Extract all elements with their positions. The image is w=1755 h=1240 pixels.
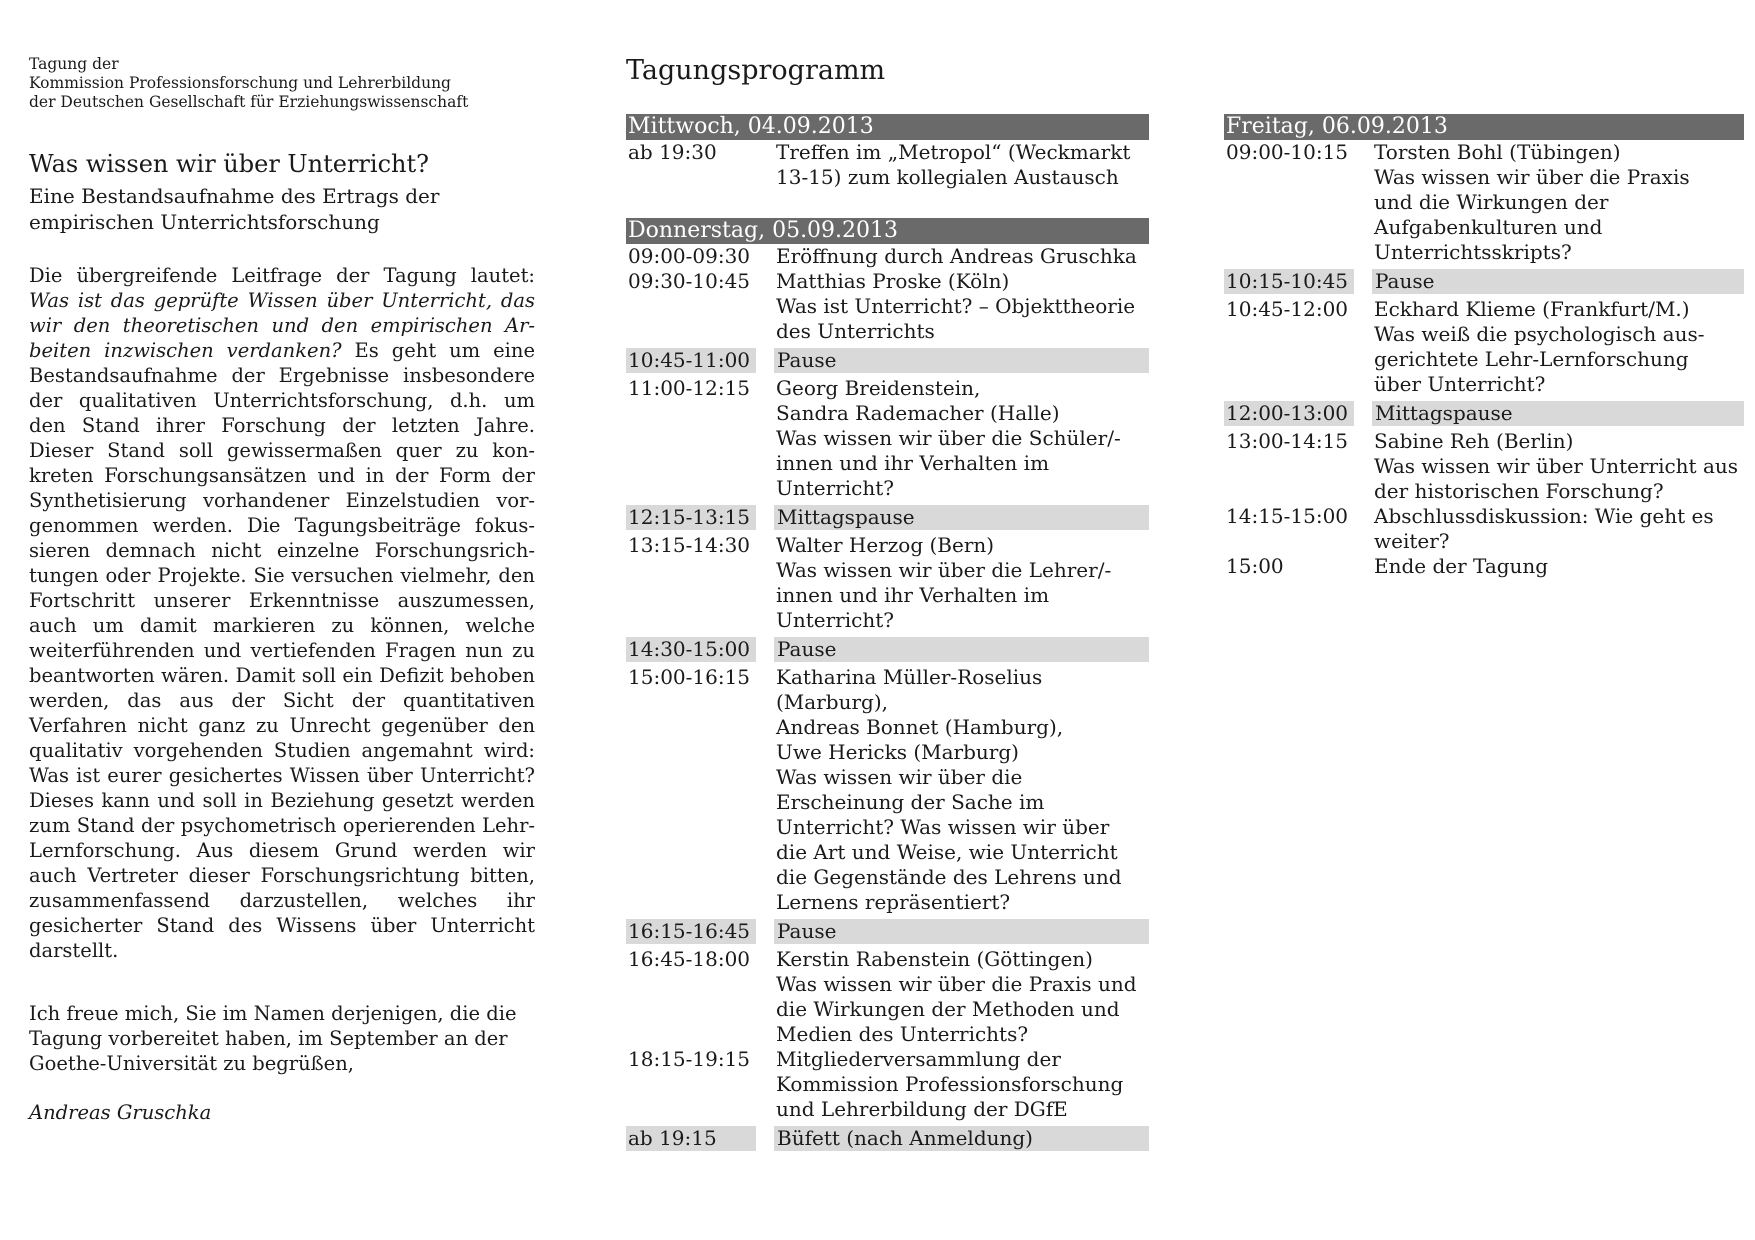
break-row [626,348,1149,373]
session-line: Unterricht? [776,476,894,500]
session-description [1372,401,1744,426]
session-line: 13-15) zum kollegialen Austausch [776,165,1119,189]
session-line: innen und ihr Verhalten im [776,451,1050,475]
session-row [626,376,1149,501]
session-line: der historischen Forschung? [1374,479,1664,503]
session-line: Pause [777,919,837,943]
session-description [1374,504,1744,554]
session-line: Was wissen wir über Unterricht aus [1374,454,1739,478]
session-row [626,665,1149,915]
session-description [776,140,1149,190]
session-line: Treffen im „Metropol“ (Weckmarkt [776,140,1131,164]
session-line: Was weiß die psychologisch aus- [1374,322,1705,346]
session-time: 18:15-19:15 [628,1047,751,1071]
session-line: Büfett (nach Anmeldung) [777,1126,1033,1150]
session-time: 10:45-12:00 [1226,297,1349,321]
session-line: Eckhard Klieme (Frankfurt/M.) [1374,297,1690,321]
break-row [626,1126,1149,1151]
closing-paragraph [29,1001,517,1076]
break-row [626,505,1149,530]
session-row [626,140,1149,190]
session-line: Mitgliederversammlung der [776,1047,1061,1071]
session-time: ab 19:15 [626,1126,756,1151]
session-time: 14:15-15:00 [1226,504,1349,528]
intro-paragraph [29,263,535,963]
day-header: Mittwoch, 04.09.2013 [626,114,1149,140]
session-line: über Unterricht? [1374,372,1546,396]
session-line: gerichtete Lehr-Lernforschung [1374,347,1689,371]
subtitle-line: Eine Bestandsaufnahme des Ertrags der [29,184,440,208]
session-line: Mittagspause [777,505,915,529]
session-description [1374,429,1744,504]
break-row [1224,269,1744,294]
subtitle-line: empirischen Unterrichtsforschung [29,210,380,234]
session-line: Walter Herzog (Bern) [776,533,995,557]
session-description [774,919,1149,944]
session-line: Was wissen wir über die Schüler/- [776,426,1121,450]
session-time: 11:00-12:15 [628,376,751,400]
session-line: Medien des Unterrichts? [776,1022,1029,1046]
session-line: Pause [777,637,837,661]
day-header: Freitag, 06.09.2013 [1224,114,1744,140]
session-description [1374,554,1744,579]
session-time: 09:00-09:30 [628,244,751,268]
session-line: Unterricht? [776,608,894,632]
session-line: Kommission Professionsforschung [776,1072,1124,1096]
intro-question: Was ist das geprüfte Wissen über Unterricht, das wir den theoretischen und den empirischen Arbeiten inzwischen verdanken? [29,289,535,362]
closing-line: Ich freue mich, Sie im Namen derjenigen, die die [29,1002,517,1025]
session-line: Aufgabenkulturen und [1374,215,1603,239]
break-row [626,919,1149,944]
session-time: 10:15-10:45 [1224,269,1354,294]
session-line: und Lehrerbildung der DGfE [776,1097,1068,1121]
day-header: Donnerstag, 05.09.2013 [626,218,1149,244]
organizer-line: der Deutschen Gesellschaft für Erziehungswissenschaft [29,93,469,111]
organizer-block [29,55,468,112]
session-line: Pause [777,348,837,372]
signature: Andreas Gruschka [29,1101,212,1124]
closing-line: Tagung vorbereitet haben, im September an der [29,1027,508,1050]
session-line: Erscheinung der Sache im [776,790,1045,814]
session-time: 14:30-15:00 [626,637,756,662]
session-line: Georg Breidenstein, [776,376,981,400]
session-time: 16:15-16:45 [626,919,756,944]
session-line: Was wissen wir über die Praxis und [776,972,1137,996]
session-description [776,665,1149,915]
session-line: Kerstin Rabenstein (Göttingen) [776,947,1093,971]
session-line: Lernens repräsentiert? [776,890,1011,914]
session-time: 09:00-10:15 [1226,140,1349,164]
session-row [1224,554,1744,579]
session-line: Was wissen wir über die Lehrer/- [776,558,1112,582]
intro-rest: Es geht um eine Bestandsaufnahme der Ergebnisse insbesondere der qualitativen Unterrichtsforschung, d.h. um den Stand ihrer Forschung der letzten Jahre. Dieser Stand soll gewissermaßen quer zu konkreten Forschungsansätzen und in der Form der Synthetisierung vorhandener Einzelstudien vorgenommen werden. Die Tagungsbeiträge fokussieren demnach nicht einzelne Forschungsrichtungen oder Projekte. Sie versuchen vielmehr, den Fortschritt unserer Erkenntnisse auszumessen, auch um damit markieren zu können, welche weiterführenden und vertiefenden Fragen nun zu beantworten wären. Damit soll ein Defizit behoben werden, das aus der Sicht der quantitativen Verfahren nicht ganz zu Unrecht gegenüber den qualitativ vorgehenden Studien angemahnt wird: Was ist eurer gesichertes Wissen über Unterricht? Dieses kann und soll in Beziehung gesetzt werden zum Stand der psychometrisch operierenden Lehr-Lernforschung. Aus diesem Grund werden wir auch Vertreter dieser Forschungsrichtung bitten, zusammenfassend darzustellen, welches ihr gesicherter Stand des Wissens über Unterricht darstellt. [29,339,535,962]
session-description [774,637,1149,662]
session-time: 15:00 [1226,554,1284,578]
intro-start: Die übergreifende Leitfrage der Tagung lautet: [29,264,535,287]
session-line: Was wissen wir über die [776,765,1023,789]
session-description [776,269,1149,344]
session-line: Ende der Tagung [1374,554,1549,578]
session-description [776,1047,1149,1122]
session-description [776,376,1149,501]
session-line: Sandra Rademacher (Halle) [776,401,1060,425]
day-block-friday [1224,114,1744,579]
session-line: Katharina Müller-Roselius [776,665,1043,689]
session-row [1224,504,1744,554]
session-line: Sabine Reh (Berlin) [1374,429,1574,453]
session-time: 13:00-14:15 [1226,429,1349,453]
session-row [626,269,1149,344]
program-heading: Tagungsprogramm [626,55,886,86]
session-line: Matthias Proske (Köln) [776,269,1010,293]
session-line: Eröffnung durch Andreas Gruschka [776,244,1137,268]
session-time: 16:45-18:00 [628,947,751,971]
break-row [626,637,1149,662]
session-time: 12:00-13:00 [1224,401,1354,426]
session-line: Unterricht? Was wissen wir über [776,815,1110,839]
session-description [774,505,1149,530]
session-line: die Gegenstände des Lehrens und [776,865,1122,889]
session-row [1224,140,1744,265]
session-line: innen und ihr Verhalten im [776,583,1050,607]
session-line: die Wirkungen der Methoden und [776,997,1120,1021]
session-description [1372,269,1744,294]
session-line: Unterrichtsskripts? [1374,240,1572,264]
session-description [776,947,1149,1047]
session-line: Was ist Unterricht? – Objekttheorie [776,294,1136,318]
session-line: Torsten Bohl (Tübingen) [1374,140,1621,164]
session-time: ab 19:30 [628,140,717,164]
session-row [1224,429,1744,504]
session-row [626,947,1149,1047]
conference-title: Was wissen wir über Unterricht? [29,150,429,178]
session-row [626,1047,1149,1122]
session-line: Abschlussdiskussion: Wie geht es [1374,504,1714,528]
day-block-wednesday [626,114,1149,190]
session-description [776,244,1149,269]
session-time: 12:15-13:15 [626,505,756,530]
session-line: Pause [1375,269,1435,293]
session-time: 09:30-10:45 [628,269,751,293]
session-description [1374,297,1744,397]
session-line: Uwe Hericks (Marburg) [776,740,1019,764]
session-line: des Unterrichts [776,319,935,343]
organizer-line: Tagung der [29,55,119,73]
organizer-line: Kommission Professionsforschung und Lehrerbildung [29,74,451,92]
session-row [626,533,1149,633]
session-line: (Marburg), [776,690,888,714]
session-time: 10:45-11:00 [626,348,756,373]
session-line: Andreas Bonnet (Hamburg), [776,715,1064,739]
session-time: 13:15-14:30 [628,533,751,557]
closing-line: Goethe-Universität zu begrüßen, [29,1052,354,1075]
session-line: und die Wirkungen der [1374,190,1609,214]
session-description [1374,140,1744,265]
session-time: 15:00-16:15 [628,665,751,689]
session-description [774,348,1149,373]
session-row [1224,297,1744,397]
session-line: Mittagspause [1375,401,1513,425]
session-line: weiter? [1374,529,1450,553]
day-block-thursday [626,218,1149,1154]
session-row [626,244,1149,269]
conference-subtitle [29,183,439,235]
session-line: Was wissen wir über die Praxis [1374,165,1690,189]
break-row [1224,401,1744,426]
session-description [776,533,1149,633]
session-line: die Art und Weise, wie Unterricht [776,840,1118,864]
session-description [774,1126,1149,1151]
